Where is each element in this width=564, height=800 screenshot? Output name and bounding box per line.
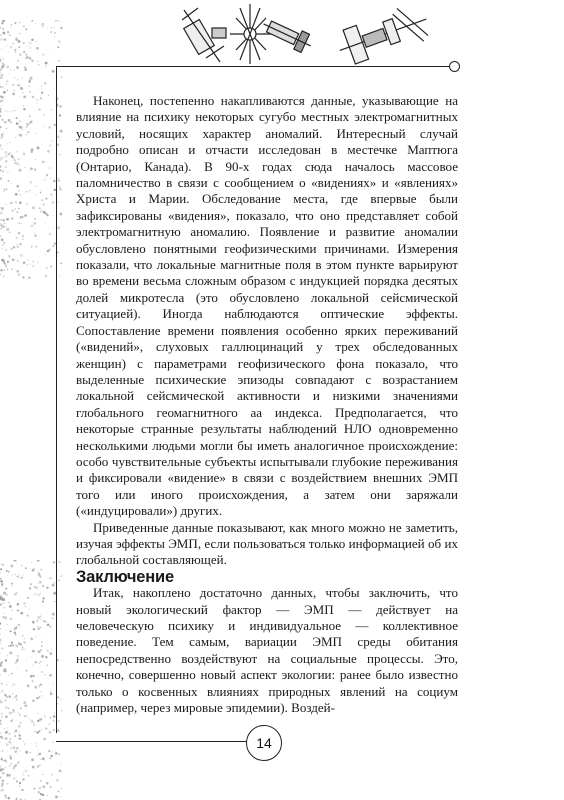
frame-corner-dot [449, 61, 460, 72]
section-heading: Заключение [76, 567, 174, 586]
page-number-badge [246, 725, 282, 761]
body-paragraph-1: Наконец, постепенно накапливаются данные, указывающие на влияние на психику некоторых сугубо местных электромагнитных условий, носящих характер аномалий. Интересный случай подробно описан и отчасти исследован в местечке Маптюга (Онтарио, Канада). В 90-х годах сюда началось массовое паломничество в связи с сообщением о «видениях» и «явлениях» Христа и Марии. Обследование места, где впервые были зафиксированы «видения», показало, что оно представляет собой электромагнитную аномалию. Появление и развитие аномалии обусловлено понятными геофизическими причинами. Измерения показали, что локальные магнитные поля в этом пункте варьируют во времени весьма сложным образом с индукцией порядка десятых долей микротесла (это обусловлено локальной сейсмической ситуацией). Иногда наблюдаются оптические эффекты. Сопоставление времени появления особенно ярких переживаний («видений», слуховых галлюцинаций у трех обследованных женщин) с параметрами геофизического фона показало, что выделенные психические эпизоды совпадают с возрастанием локальной сейсмической активности и низкими значениями глобального геомагнитного аа индекса. Предполагается, что некоторые странные результаты наблюдений НЛО одновременно несколькими людьми могли бы иметь аналогичное происхождение: особо чувствительные субъекты испытывали глубокие переживания и фиксировали «видение» в связи с воздействием внешних ЭМП того или иного происхождения, а затем они заряжали («индуцировали») других. [76, 93, 458, 519]
conclusion-paragraph: Итак, накоплено достаточно данных, чтобы заключить, что новый экологический фактор — ЭМП — действует на человеческую психику и индивидуальное — коллективное поведение. Тем самым, вариации ЭМП среды обитания непосредственно воздействуют на социальные процессы. Это, конечно, совершенно новый аспект экологии: ранее было известно только о косвенных влияниях природных явлений на социум (например, через мировые эпидемии). Воздей- [76, 585, 458, 716]
page-number: 14 [256, 735, 272, 751]
body-paragraph-2: Приведенные данные показывают, как много можно не заметить, изучая эффекты ЭМП, если пользоваться только информацией об их глобальной составляющей. [76, 519, 458, 568]
satellite-illustration-icon [180, 0, 460, 70]
page-body [76, 93, 458, 716]
footer-rule [56, 741, 246, 742]
